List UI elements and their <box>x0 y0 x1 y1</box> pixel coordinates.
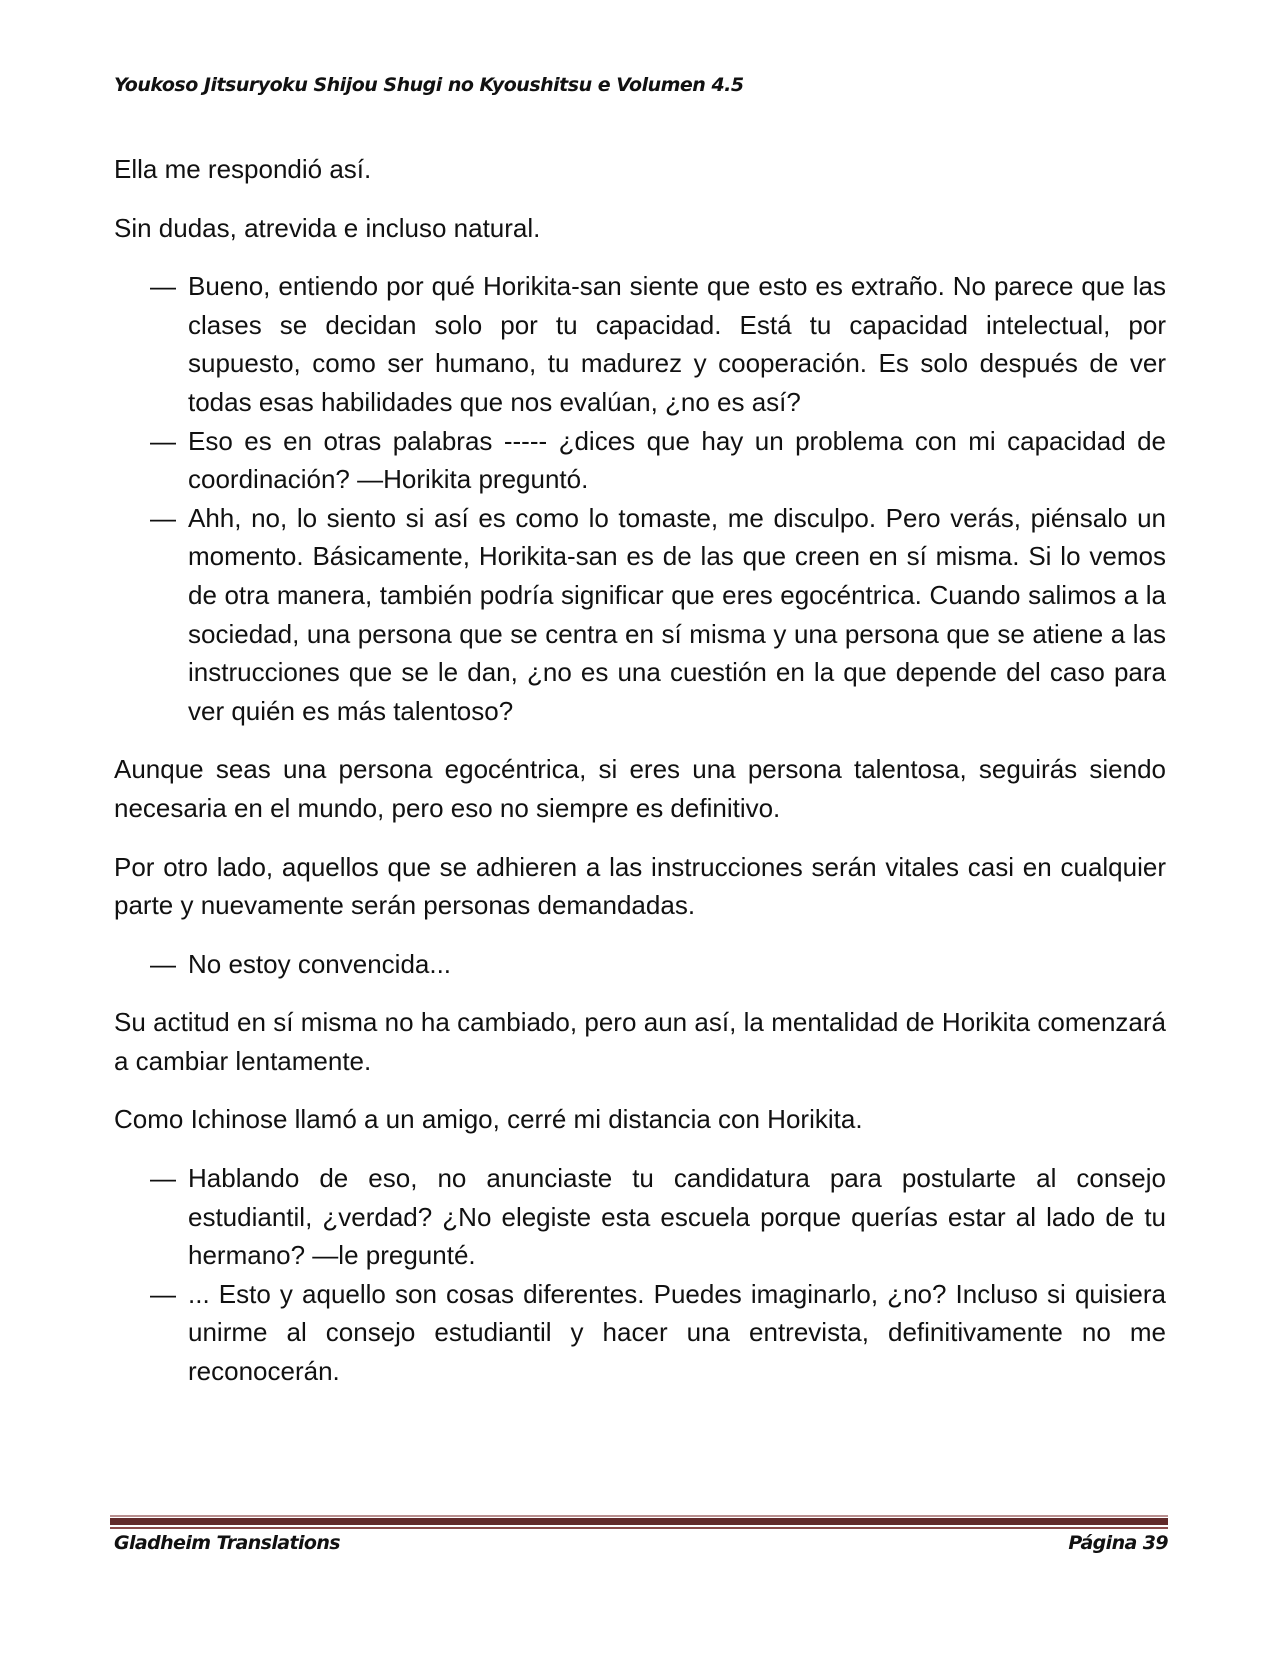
dialogue-text: No estoy convencida... <box>188 948 452 979</box>
dialogue-text: Bueno, entiendo por qué Horikita-san siente que esto es extraño. No parece que las clases se decidan solo por tu capacidad. Está tu capacidad intelectual, por supuesto, como ser humano, tu madurez y cooperación. Es solo después de ver todas esas habilidades que nos evalúan, ¿no es así? <box>188 271 1166 417</box>
dialogue-text: Hablando de eso, no anunciaste tu candidatura para postularte al consejo estudiantil, ¿verdad? ¿No elegiste esta escuela porque querías estar al lado de tu hermano? —le pregunté. <box>188 1163 1166 1271</box>
em-dash: — <box>150 1278 176 1309</box>
dialogue-text: Eso es en otras palabras ----- ¿dices que hay un problema con mi capacidad de coordinación? —Horikita preguntó. <box>188 425 1166 495</box>
footer-rule <box>110 1515 1168 1517</box>
running-header: Youkoso Jitsuryoku Shijou Shugi no Kyoushitsu e Volumen 4.5 <box>114 74 744 96</box>
paragraph: Como Ichinose llamó a un amigo, cerré mi distancia con Horikita. <box>114 1104 863 1135</box>
dialogue-line <box>114 1159 1166 1275</box>
paragraph: Por otro lado, aquellos que se adhieren a las instrucciones serán vitales casi en cualquier parte y nuevamente serán personas demandadas. <box>114 851 1166 921</box>
paragraph: Aunque seas una persona egocéntrica, si eres una persona talentosa, seguirás siendo necesaria en el mundo, pero eso no siempre es definitivo. <box>114 754 1166 823</box>
em-dash: — <box>150 948 176 979</box>
paragraph: Ella me respondió así. <box>114 154 372 184</box>
dialogue-line <box>114 1275 1166 1391</box>
dialogue-line <box>114 499 1166 731</box>
em-dash: — <box>150 502 176 533</box>
footer-rule <box>110 1518 1168 1525</box>
page-number: Página 39 <box>1068 1532 1168 1554</box>
dialogue-group <box>114 267 1166 730</box>
dialogue-group <box>114 945 1166 984</box>
dialogue-group <box>114 1159 1166 1391</box>
footer-rule <box>110 1527 1168 1529</box>
page-body <box>114 150 1166 1411</box>
paragraph: Su actitud en sí misma no ha cambiado, pero aun así, la mentalidad de Horikita comenzará a cambiar lentamente. <box>114 1007 1166 1076</box>
footer-publisher: Gladheim Translations <box>114 1532 340 1554</box>
dialogue-line <box>114 422 1166 499</box>
dialogue-line <box>114 945 1166 984</box>
dialogue-text: ... Esto y aquello son cosas diferentes. Puedes imaginarlo, ¿no? Incluso si quisiera unirme al consejo estudiantil y hacer una entrevista, definitivamente no me reconocerán. <box>188 1278 1166 1387</box>
em-dash: — <box>150 425 176 456</box>
em-dash: — <box>150 271 176 302</box>
dialogue-line <box>114 267 1166 421</box>
em-dash: — <box>150 1163 176 1194</box>
dialogue-text: Ahh, no, lo siento si así es como lo tomaste, me disculpo. Pero verás, piénsalo un momento. Básicamente, Horikita-san es de las que creen en sí misma. Si lo vemos de otra manera, también podría significar que eres egocéntrica. Cuando salimos a la sociedad, una persona que se centra en sí misma y una persona que se atiene a las instrucciones que se le dan, ¿no es una cuestión en la que depende del caso para ver quién es más talentoso? <box>188 502 1166 726</box>
paragraph: Sin dudas, atrevida e incluso natural. <box>114 212 541 243</box>
